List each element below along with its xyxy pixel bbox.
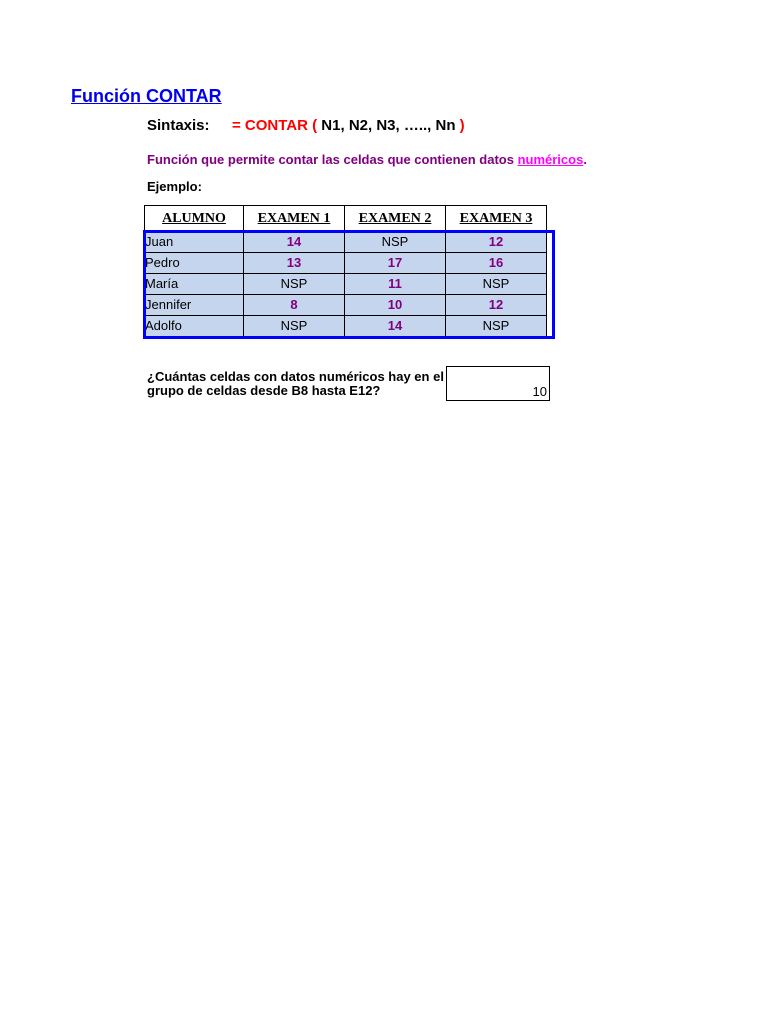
cell-value[interactable]: 14 — [244, 232, 345, 253]
table-row — [145, 232, 547, 253]
header-alumno[interactable]: ALUMNO — [145, 206, 244, 232]
cell-name[interactable]: Jennifer — [145, 295, 244, 316]
header-examen-3[interactable]: EXAMEN 3 — [446, 206, 547, 232]
cell-name[interactable]: Adolfo — [145, 316, 244, 337]
description-end: . — [583, 152, 587, 167]
cell-name[interactable]: María — [145, 274, 244, 295]
table-row — [145, 253, 547, 274]
cell-value[interactable]: 17 — [345, 253, 446, 274]
cell-value[interactable]: NSP — [446, 316, 547, 337]
cell-value[interactable]: 10 — [345, 295, 446, 316]
description — [147, 152, 587, 167]
numericos-link[interactable]: numéricos — [517, 152, 584, 167]
cell-value[interactable]: 16 — [446, 253, 547, 274]
description-text: Función que permite contar las celdas que contienen datos — [147, 152, 518, 167]
cell-name[interactable]: Pedro — [145, 253, 244, 274]
cell-value[interactable]: NSP — [244, 274, 345, 295]
page-title[interactable]: Función CONTAR — [71, 86, 222, 106]
header-row — [145, 206, 547, 232]
cell-value[interactable]: 14 — [345, 316, 446, 337]
example-label: Ejemplo: — [147, 179, 202, 194]
cell-value[interactable]: NSP — [345, 232, 446, 253]
cell-name[interactable]: Juan — [145, 232, 244, 253]
cell-value[interactable]: 13 — [244, 253, 345, 274]
table-row — [145, 316, 547, 337]
table-row — [145, 295, 547, 316]
cell-value[interactable]: NSP — [446, 274, 547, 295]
cell-value[interactable]: NSP — [244, 316, 345, 337]
table-row — [145, 274, 547, 295]
syntax-row — [147, 117, 465, 134]
grades-table — [144, 205, 547, 337]
cell-value[interactable]: 12 — [446, 295, 547, 316]
header-examen-1[interactable]: EXAMEN 1 — [244, 206, 345, 232]
formula-start: = CONTAR ( — [232, 117, 318, 134]
formula-args: N1, N2, N3, ….., Nn — [317, 117, 460, 134]
cell-value[interactable]: 8 — [244, 295, 345, 316]
cell-value[interactable]: 11 — [345, 274, 446, 295]
answer-value: 10 — [532, 384, 547, 399]
answer-cell[interactable] — [446, 366, 550, 401]
header-examen-2[interactable]: EXAMEN 2 — [345, 206, 446, 232]
formula-end: ) — [459, 117, 465, 134]
cell-value[interactable]: 12 — [446, 232, 547, 253]
syntax-label: Sintaxis: — [147, 117, 210, 134]
question-text: ¿Cuántas celdas con datos numéricos hay en el grupo de celdas desde B8 hasta E12? — [147, 369, 444, 398]
